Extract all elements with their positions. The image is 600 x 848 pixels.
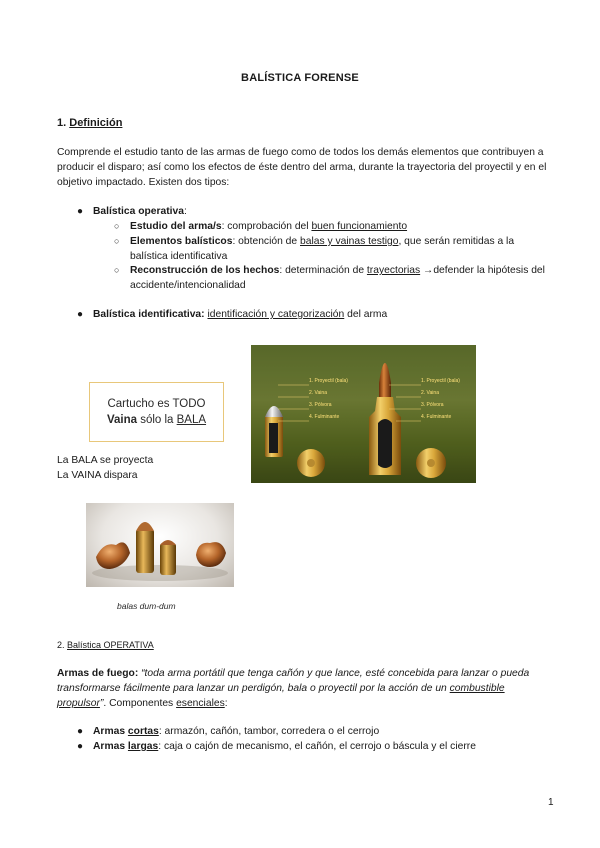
armas-quote-underlined: combustible propulsor — [57, 683, 505, 709]
expanded-bullet — [196, 542, 226, 567]
circle-bullet-icon: ○ — [114, 265, 120, 275]
item-underlined: balas y vainas testigo — [300, 236, 399, 247]
cartucho-line1: Cartucho es TODO — [107, 398, 206, 410]
armas-quote-end: ” — [99, 698, 104, 709]
armas-bold: Armas — [93, 741, 128, 752]
diagram-label: 2. Vaina — [309, 390, 327, 396]
vaina-line: La VAINA dispara — [57, 470, 138, 481]
bullet-dot-icon: ● — [77, 309, 84, 320]
item-text-post: →defender la hipótesis del accidente/intencionalidad — [130, 265, 545, 291]
bullet-armas-cortas — [77, 724, 553, 739]
bullet-operativa — [77, 204, 553, 219]
armas-cortas-text: : armazón, cañón, tambor, corredera o el cerrojo — [158, 726, 380, 737]
sub-item-elementos — [114, 234, 550, 264]
armas-paragraph — [57, 666, 547, 711]
cartridge-upright — [136, 529, 154, 573]
cartucho-vaina: Vaina — [106, 414, 137, 426]
cartucho-box — [89, 382, 224, 442]
page-number: 1 — [548, 797, 554, 808]
bullet-armas-largas — [77, 739, 553, 754]
bullet-dot-icon: ● — [77, 726, 84, 737]
rifle-powder-cutaway — [378, 419, 392, 468]
bala-line: La BALA se proyecta — [57, 455, 154, 466]
powder-cutaway — [269, 423, 278, 453]
armas-bold: Armas — [93, 726, 128, 737]
primer — [307, 459, 315, 467]
cartridge-tip — [136, 522, 154, 531]
cartridge-diagram-image — [251, 345, 476, 483]
section1-title: Definición — [69, 117, 123, 129]
components-underlined: esenciales — [176, 698, 225, 709]
diagram-label: 4. Fulminante — [309, 414, 340, 420]
components-post: : — [224, 698, 228, 709]
sub-item-estudio — [114, 219, 550, 234]
armas-largas-text: : caja o cajón de mecanismo, el cañón, el cerrojo o báscula y el cierre — [158, 741, 476, 752]
item-bold: Reconstrucción de los hechos — [130, 265, 280, 276]
photo-caption: balas dum-dum — [117, 601, 176, 611]
item-underlined: trayectorias — [366, 265, 421, 276]
bullet-dot-icon: ● — [77, 741, 84, 752]
item-bold: Estudio del arma/s — [130, 221, 222, 232]
components-pre: . Componentes — [103, 698, 177, 709]
cartridge-short — [160, 543, 176, 575]
operativa-label: Balística operativa — [93, 206, 184, 217]
diagram-label: 3. Pólvora — [309, 402, 332, 408]
cartridge-short-tip — [160, 540, 176, 545]
bullet-identificativa — [77, 307, 553, 322]
sub-item-reconstruccion — [114, 263, 550, 293]
rifle-primer — [427, 459, 435, 467]
item-text-post: , que serán remitidas a la balística identificativa — [130, 236, 515, 262]
dum-dum-svg — [86, 503, 234, 587]
section1-number: 1. — [57, 117, 67, 129]
cartucho-line2 — [90, 412, 223, 428]
diagram-label: 3. Pólvora — [421, 402, 444, 408]
circle-bullet-icon: ○ — [114, 221, 120, 231]
bullet-dot-icon: ● — [77, 206, 84, 217]
diagram-label: 2. Vaina — [421, 390, 439, 396]
diagram-label: 1. Proyectil (bala) — [309, 378, 348, 384]
section1-heading — [57, 117, 122, 129]
cartucho-mid: sólo la — [137, 414, 177, 426]
armas-quote-start: “toda arma portátil que tenga cañón y que lance, esté concebida para lanzar o pueda transformarse fácilmente para lanzar un perdigón, bala o proyectil por la acción de un — [57, 668, 530, 694]
armas-largas-underlined: largas — [127, 741, 159, 752]
armas-cortas-underlined: cortas — [127, 726, 159, 737]
page-title: BALÍSTICA FORENSE — [241, 72, 359, 84]
item-text: : determinación de — [279, 265, 367, 276]
item-bold: Elementos balísticos — [130, 236, 233, 247]
diagram-label: 1. Proyectil (bala) — [421, 378, 460, 384]
circle-bullet-icon: ○ — [114, 236, 120, 246]
armas-label: Armas de fuego: — [57, 668, 139, 679]
operativa-colon: : — [184, 206, 187, 217]
definition-paragraph: Comprende el estudio tanto de las armas de fuego como de todos los demás elementos que contribuyen a producir el disparo; así como los efectos de éste dentro del arma, durante la trayectoria del proyectil y en el objetivo impactado. Existen dos tipos: — [57, 147, 547, 188]
dum-dum-bullets-image — [86, 503, 234, 587]
section2-title: Balística OPERATIVA — [67, 640, 154, 650]
diagram-label: 4. Fulminante — [421, 414, 452, 420]
identificativa-underlined: identificación y categorización — [207, 309, 345, 320]
mushroomed-bullet — [96, 542, 130, 569]
section2-number: 2. — [57, 640, 65, 650]
cartucho-bala: BALA — [176, 414, 207, 426]
identificativa-text: del arma — [344, 309, 388, 320]
section2-heading — [57, 640, 154, 650]
identificativa-label: Balística identificativa: — [93, 309, 205, 320]
item-underlined: buen funcionamiento — [311, 221, 408, 232]
item-text: : comprobación del — [221, 221, 312, 232]
item-text: : obtención de — [232, 236, 300, 247]
